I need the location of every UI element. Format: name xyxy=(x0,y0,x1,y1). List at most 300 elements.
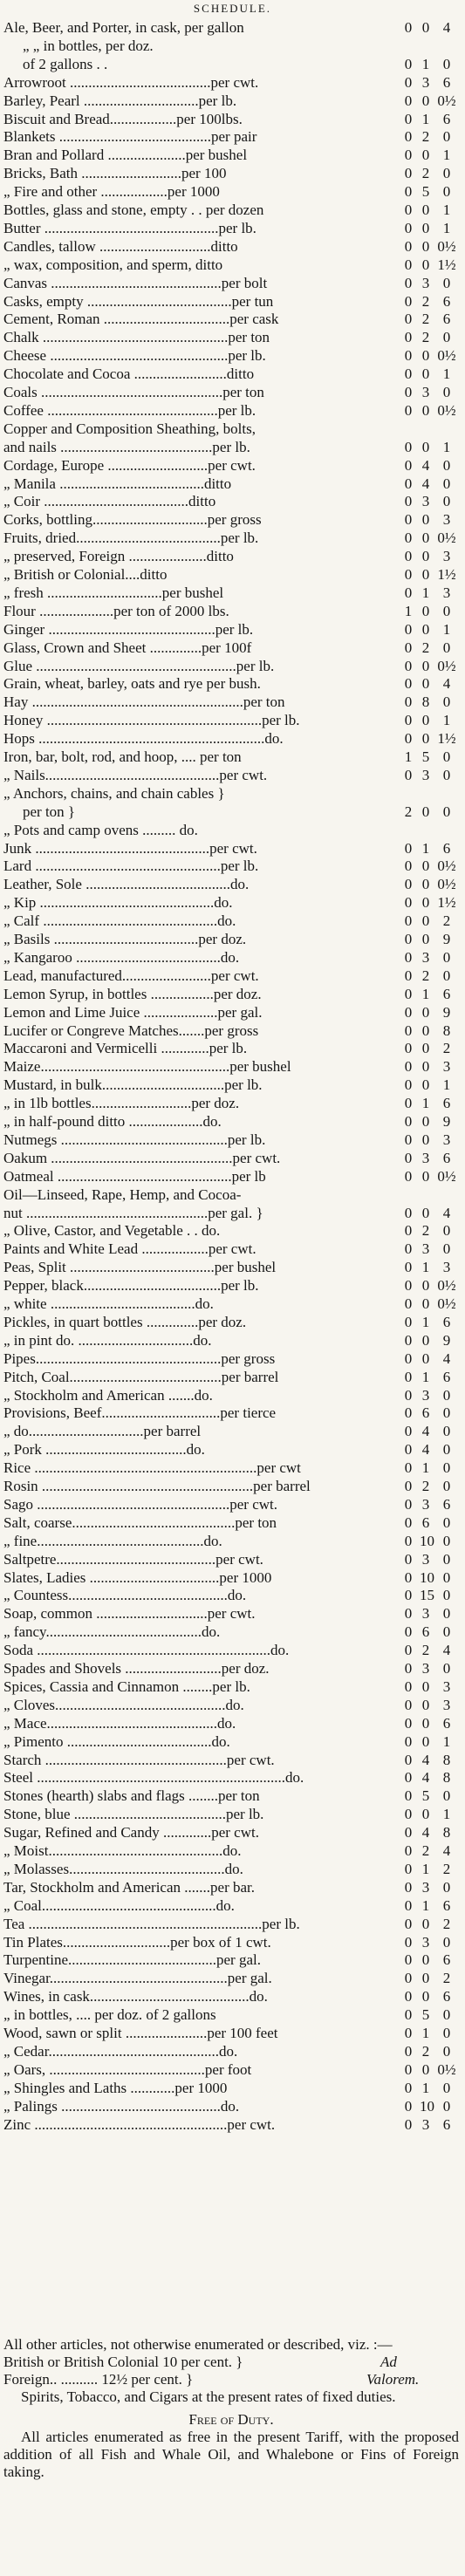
tariff-row xyxy=(0,1423,465,1440)
pence-value: 6 xyxy=(442,1368,451,1385)
pounds-value: 0 xyxy=(404,1806,413,1823)
pounds-value: 0 xyxy=(404,566,413,583)
tariff-row xyxy=(0,1787,465,1805)
pence-value: 3 xyxy=(442,584,451,601)
shillings-value: 2 xyxy=(421,1642,430,1659)
shillings-value: 2 xyxy=(421,1222,430,1240)
tariff-row xyxy=(0,1113,465,1131)
pence-value: 9 xyxy=(442,1003,451,1021)
shillings-value: 0 xyxy=(421,1714,430,1732)
shillings-value: 2 xyxy=(421,165,430,182)
pounds-value: 0 xyxy=(404,657,413,674)
tariff-item: „ Pots and camp ovens ......... do. xyxy=(3,821,198,838)
tariff-row xyxy=(0,912,465,930)
tariff-item: Barley, Pearl ...............................per lb. xyxy=(3,92,237,109)
pence-value: 8 xyxy=(442,1751,451,1768)
shillings-value: 3 xyxy=(421,1605,430,1623)
pence-value: 0 xyxy=(442,2042,451,2060)
shillings-value: 3 xyxy=(421,1550,430,1568)
tariff-item: Leather, Sole .......................................do. xyxy=(3,876,250,893)
pounds-value: 0 xyxy=(404,147,413,164)
shillings-value: 0 xyxy=(421,803,430,820)
tariff-item: „ Countess...........................................do. xyxy=(3,1587,247,1604)
pence-value: 6 xyxy=(442,1896,451,1914)
tariff-row xyxy=(0,639,465,657)
pounds-value: 0 xyxy=(404,1167,413,1185)
pence-value: 0 xyxy=(442,1532,451,1549)
tariff-item: Casks, empty .......................................per tun xyxy=(3,292,274,310)
pence-value: 6 xyxy=(442,2115,451,2133)
tariff-row xyxy=(0,1168,465,1186)
pounds-value: 0 xyxy=(404,948,413,966)
shillings-value: 3 xyxy=(421,73,430,91)
tariff-item: Pitch, Coal.........................................per barrel xyxy=(3,1368,279,1385)
tariff-row xyxy=(0,1314,465,1331)
pounds-value: 0 xyxy=(404,237,413,255)
pence-value: 3 xyxy=(442,1058,451,1076)
shillings-value: 0 xyxy=(421,1915,430,1932)
free-of-duty-heading: Free of Duty. xyxy=(188,2411,274,2428)
tariff-item: „ Cedar..............................................do. xyxy=(3,2042,238,2060)
pence-value: 0 xyxy=(442,1787,451,1805)
pounds-value: 0 xyxy=(404,1970,413,1987)
tariff-item: „ in pint do. ...............................do. xyxy=(3,1331,212,1349)
tariff-item: „ Mace..............................................do. xyxy=(3,1714,236,1732)
tariff-row xyxy=(0,2061,465,2079)
tariff-row xyxy=(0,876,465,893)
tariff-item: Tea ...............................................................per lb. xyxy=(3,1915,300,1932)
tariff-row xyxy=(0,748,465,766)
tariff-row xyxy=(0,1514,465,1532)
shillings-value: 1 xyxy=(421,1313,430,1330)
tariff-item: Soda ...............................................................do. xyxy=(3,1642,290,1659)
pence-value: 6 xyxy=(442,292,451,310)
tariff-row xyxy=(0,511,465,529)
pence-value: 8 xyxy=(442,1769,451,1787)
shillings-value: 1 xyxy=(421,839,430,857)
tariff-item: „ in bottles, .... per doz. of 2 gallons xyxy=(3,2006,216,2024)
tariff-row xyxy=(0,311,465,328)
pence-value: 1 xyxy=(442,712,451,729)
pounds-value: 0 xyxy=(404,584,413,601)
tariff-row xyxy=(0,785,465,803)
free-of-duty-text: All articles enumerated as free in the present Tariff, with the proposed addition of all Fish and Whale Oil, and Whalebone or Fins of Foreign taking. xyxy=(3,2429,459,2480)
pence-value: 0½ xyxy=(437,530,456,547)
pounds-value: 0 xyxy=(404,1113,413,1130)
tariff-item: Wood, sawn or split ......................per 100 feet xyxy=(3,2025,278,2041)
tariff-row xyxy=(0,1478,465,1495)
pence-value: 6 xyxy=(442,73,451,91)
tariff-row xyxy=(0,1459,465,1477)
tariff-row xyxy=(0,2006,465,2024)
tariff-item: „ Cloves..............................................do. xyxy=(3,1696,244,1713)
pounds-value: 0 xyxy=(404,694,413,711)
pounds-value: 2 xyxy=(404,803,413,820)
shillings-value: 0 xyxy=(421,1076,430,1094)
shillings-value: 1 xyxy=(421,1259,430,1276)
tariff-row xyxy=(0,347,465,365)
pence-value: 4 xyxy=(442,1642,451,1659)
tariff-row xyxy=(0,949,465,967)
pence-value: 0 xyxy=(442,1459,451,1477)
closing-section xyxy=(3,2336,459,2481)
tariff-item: „ Kip ...............................................do. xyxy=(3,894,233,912)
pounds-value: 0 xyxy=(404,311,413,328)
pence-value: 0 xyxy=(442,493,451,510)
pence-value: 0 xyxy=(442,1423,451,1440)
pounds-value: 0 xyxy=(404,1532,413,1549)
pence-value: 0 xyxy=(442,748,451,765)
tariff-item: Fruits, dried.......................................per lb. xyxy=(3,530,259,547)
shillings-value: 1 xyxy=(421,1459,430,1477)
shillings-value: 6 xyxy=(421,1623,430,1641)
shillings-value: 1 xyxy=(421,2079,430,2096)
pence-value: 0 xyxy=(442,694,451,711)
pounds-value: 0 xyxy=(404,1222,413,1240)
tariff-row xyxy=(0,1842,465,1860)
tariff-item: Pepper, black.....................................per lb. xyxy=(3,1277,259,1295)
tariff-row xyxy=(0,1131,465,1149)
tariff-row xyxy=(0,457,465,475)
shillings-value: 3 xyxy=(421,1240,430,1258)
pounds-value: 0 xyxy=(404,1842,413,1859)
pence-value: 0 xyxy=(442,1513,451,1531)
pence-value: 0 xyxy=(442,2025,451,2041)
pounds-value: 0 xyxy=(404,1131,413,1148)
tariff-item: Turpentine........................................per gal. xyxy=(3,1951,261,1969)
shillings-value: 1 xyxy=(421,2025,430,2041)
pence-value: 0 xyxy=(442,2079,451,2096)
tariff-item: Lemon Syrup, in bottles .................per doz. xyxy=(3,985,262,1002)
shillings-value: 0 xyxy=(421,1349,430,1367)
pence-value: 0 xyxy=(442,1550,451,1568)
shillings-value: 2 xyxy=(421,967,430,984)
pence-value: 6 xyxy=(442,1951,451,1969)
tariff-item: „ do...............................per barrel xyxy=(3,1423,202,1440)
shillings-value: 0 xyxy=(421,1295,430,1312)
pounds-value: 0 xyxy=(404,1696,413,1713)
tariff-row xyxy=(0,1369,465,1386)
tariff-item: Iron, bar, bolt, rod, and hoop, .... per ton xyxy=(3,748,242,765)
shillings-value: 4 xyxy=(421,1769,430,1787)
pounds-value: 0 xyxy=(404,1605,413,1623)
pounds-value: 0 xyxy=(404,1860,413,1877)
tariff-row xyxy=(0,803,465,821)
tariff-row xyxy=(0,967,465,985)
pence-value: 4 xyxy=(442,1349,451,1367)
other-articles-text: All other articles, not otherwise enumerated or described, viz. :— xyxy=(3,2336,393,2353)
pence-value: 0 xyxy=(442,384,451,400)
pence-value: 0 xyxy=(442,55,451,72)
tariff-row xyxy=(0,1040,465,1057)
shillings-value: 0 xyxy=(421,675,430,693)
pence-value: 0 xyxy=(442,1386,451,1404)
pence-value: 4 xyxy=(442,19,451,36)
pence-value: 6 xyxy=(442,311,451,328)
tariff-row xyxy=(0,1733,465,1751)
tariff-row xyxy=(0,858,465,875)
tariff-item: Mustard, in bulk.................................per lb. xyxy=(3,1076,263,1094)
tariff-item: Flour ....................per ton of 2000 lbs. xyxy=(3,602,229,619)
tariff-item: „ British or Colonial....ditto xyxy=(3,566,168,583)
tariff-item: Soap, common ..............................per cwt. xyxy=(3,1605,256,1623)
pounds-value: 0 xyxy=(404,1915,413,1932)
pounds-value: 0 xyxy=(404,2060,413,2078)
tariff-row xyxy=(0,1240,465,1258)
shillings-value: 1 xyxy=(421,110,430,127)
tariff-row xyxy=(0,712,465,729)
tariff-row xyxy=(0,1678,465,1696)
shillings-value: 0 xyxy=(421,602,430,619)
pounds-value: 1 xyxy=(404,602,413,619)
shillings-value: 1 xyxy=(421,1368,430,1385)
shillings-value: 0 xyxy=(421,566,430,583)
tariff-row xyxy=(0,1879,465,1896)
tariff-item: Nutmegs .............................................per lb. xyxy=(3,1131,266,1148)
shillings-value: 0 xyxy=(421,657,430,674)
shillings-value: 1 xyxy=(421,584,430,601)
tariff-item: Lemon and Lime Juice ....................per gal. xyxy=(3,1003,263,1021)
pence-value: 0½ xyxy=(437,1277,456,1295)
pounds-value: 0 xyxy=(404,1513,413,1531)
tariff-row xyxy=(0,621,465,639)
shillings-value: 0 xyxy=(421,1167,430,1185)
pounds-value: 0 xyxy=(404,1386,413,1404)
tariff-item: „ fine.............................................do. xyxy=(3,1532,222,1549)
pounds-value: 0 xyxy=(404,894,413,912)
tariff-item: „ preserved, Foreign .....................ditto xyxy=(3,548,234,565)
tariff-row xyxy=(0,111,465,128)
tariff-item: „ Shingles and Laths ............per 1000 xyxy=(3,2079,228,2096)
tariff-row xyxy=(0,256,465,274)
tariff-item: „ in half-pound ditto ....................do. xyxy=(3,1113,222,1130)
pence-value: 0 xyxy=(442,329,451,346)
pounds-value: 0 xyxy=(404,766,413,783)
shillings-value: 0 xyxy=(421,1806,430,1823)
pence-value: 0 xyxy=(442,1933,451,1951)
tariff-item: Corks, bottling...............................per gross xyxy=(3,511,262,529)
pounds-value: 0 xyxy=(404,1751,413,1768)
pence-value: 9 xyxy=(442,1113,451,1130)
tariff-row xyxy=(0,1897,465,1915)
pence-value: 0½ xyxy=(437,858,456,875)
pence-value: 2 xyxy=(442,1915,451,1932)
tariff-row xyxy=(0,1076,465,1094)
tariff-row xyxy=(0,128,465,146)
shillings-value: 2 xyxy=(421,128,430,146)
pounds-value: 0 xyxy=(404,1550,413,1568)
tariff-item: Bran and Pollard .....................per bushel xyxy=(3,147,248,164)
pence-value: 0 xyxy=(442,1404,451,1422)
tariff-item: Zinc ....................................................per cwt. xyxy=(3,2115,276,2133)
tariff-item: Tar, Stockholm and American .......per bar. xyxy=(3,1878,255,1896)
shillings-value: 5 xyxy=(421,2006,430,2024)
pence-value: 2 xyxy=(442,912,451,930)
tariff-row xyxy=(0,1569,465,1587)
pounds-value: 0 xyxy=(404,1259,413,1276)
shillings-value: 3 xyxy=(421,274,430,291)
shillings-value: 0 xyxy=(421,511,430,529)
tariff-row xyxy=(0,1824,465,1841)
tariff-row xyxy=(0,986,465,1003)
pounds-value: 0 xyxy=(404,1988,413,2005)
tariff-item: Grain, wheat, barley, oats and rye per bush. xyxy=(3,675,261,693)
tariff-item: „ Manila .......................................ditto xyxy=(3,475,232,492)
shillings-value: 0 xyxy=(421,347,430,365)
tariff-row xyxy=(0,822,465,839)
pounds-value: 0 xyxy=(404,92,413,109)
pence-value: 2 xyxy=(442,1970,451,1987)
pounds-value: 0 xyxy=(404,2079,413,2096)
pounds-value: 0 xyxy=(404,347,413,365)
shillings-value: 0 xyxy=(421,1058,430,1076)
tariff-item: Biscuit and Bread..................per 100lbs. xyxy=(3,110,243,127)
foreign-rate-line xyxy=(3,2371,459,2388)
tariff-row xyxy=(0,384,465,401)
shillings-value: 3 xyxy=(421,493,430,510)
tariff-item: Peas, Split .......................................per bushel xyxy=(3,1259,277,1276)
shillings-value: 0 xyxy=(421,858,430,875)
shillings-value: 0 xyxy=(421,1988,430,2005)
tariff-item: Coals .................................................per ton xyxy=(3,384,264,400)
pounds-value: 0 xyxy=(404,475,413,492)
pence-value: 3 xyxy=(442,511,451,529)
tariff-row xyxy=(0,694,465,711)
pence-value: 6 xyxy=(442,1988,451,2005)
pence-value: 0 xyxy=(442,803,451,820)
tariff-row xyxy=(0,1988,465,2005)
tariff-item: Spices, Cassia and Cinnamon ........per lb. xyxy=(3,1677,250,1695)
shillings-value: 3 xyxy=(421,766,430,783)
tariff-row xyxy=(0,1404,465,1422)
pence-value: 9 xyxy=(442,931,451,947)
pounds-value: 0 xyxy=(404,329,413,346)
shillings-value: 1 xyxy=(421,1095,430,1112)
pence-value: 0½ xyxy=(437,401,456,419)
shillings-value: 0 xyxy=(421,2060,430,2078)
tariff-row xyxy=(0,840,465,858)
shillings-value: 8 xyxy=(421,694,430,711)
pounds-value: 0 xyxy=(404,1951,413,1969)
pounds-value: 0 xyxy=(404,274,413,291)
tariff-row xyxy=(0,402,465,420)
tariff-item: Chocolate and Cocoa .........................ditto xyxy=(3,366,255,383)
tariff-row xyxy=(0,19,465,37)
tariff-row xyxy=(0,2043,465,2060)
tariff-row xyxy=(0,1715,465,1732)
pence-value: 0 xyxy=(442,1441,451,1459)
pounds-value: 0 xyxy=(404,1714,413,1732)
shillings-value: 1 xyxy=(421,55,430,72)
tariff-row xyxy=(0,1387,465,1404)
tariff-item: Hay .........................................................per ton xyxy=(3,694,285,711)
tariff-row xyxy=(0,1970,465,1987)
pounds-value: 0 xyxy=(404,202,413,218)
tariff-row xyxy=(0,767,465,784)
tariff-item: „ fancy..........................................do. xyxy=(3,1623,221,1641)
shillings-value: 2 xyxy=(421,2042,430,2060)
tariff-item: Glue ......................................................per lb. xyxy=(3,657,275,674)
tariff-item: Oatmeal ...............................................per lb xyxy=(3,1167,266,1185)
pounds-value: 0 xyxy=(404,366,413,383)
shillings-value: 15 xyxy=(420,1587,434,1604)
tariff-row xyxy=(0,894,465,912)
pounds-value: 0 xyxy=(404,1313,413,1330)
tariff-item: Slates, Ladies ...................................per 1000 xyxy=(3,1568,272,1586)
pounds-value: 0 xyxy=(404,1677,413,1695)
tariff-row xyxy=(0,1186,465,1204)
pounds-value: 0 xyxy=(404,456,413,474)
tariff-item: „ Oars, ..........................................per foot xyxy=(3,2060,252,2078)
tariff-item: „ Nails...............................................per cwt. xyxy=(3,766,268,783)
tariff-row xyxy=(0,931,465,948)
tariff-row xyxy=(0,202,465,219)
tariff-item: „ „ in bottles, per doz. xyxy=(23,37,154,54)
tariff-row xyxy=(0,1295,465,1313)
pence-value: 1 xyxy=(442,438,451,455)
shillings-value: 2 xyxy=(421,1842,430,1859)
tariff-item: „ Anchors, chains, and chain cables } xyxy=(3,784,225,802)
tariff-row xyxy=(0,475,465,493)
tariff-item: Sago ....................................................per cwt. xyxy=(3,1495,278,1513)
pence-value: 0½ xyxy=(437,92,456,109)
tariff-item: Tin Plates.............................per box of 1 cwt. xyxy=(3,1933,271,1951)
shillings-value: 0 xyxy=(421,19,430,36)
tariff-row xyxy=(0,1022,465,1040)
pounds-value: 0 xyxy=(404,2097,413,2115)
pence-value: 6 xyxy=(442,1149,451,1166)
tariff-item: Pipes..................................................per gross xyxy=(3,1349,276,1367)
shillings-value: 0 xyxy=(421,237,430,255)
shillings-value: 3 xyxy=(421,384,430,400)
pounds-value: 0 xyxy=(404,912,413,930)
shillings-value: 5 xyxy=(421,748,430,765)
shillings-value: 0 xyxy=(421,256,430,273)
pounds-value: 0 xyxy=(404,985,413,1002)
shillings-value: 0 xyxy=(421,730,430,748)
pounds-value: 0 xyxy=(404,1277,413,1295)
pence-value: 6 xyxy=(442,985,451,1002)
shillings-value: 3 xyxy=(421,1386,430,1404)
tariff-item: Steel ...................................................................do. xyxy=(3,1769,304,1787)
pounds-value: 0 xyxy=(404,858,413,875)
tariff-item: Candles, tallow ..............................ditto xyxy=(3,237,238,255)
tariff-item: Oil—Linseed, Rape, Hemp, and Cocoa- xyxy=(3,1186,242,1203)
tariff-row xyxy=(0,1058,465,1076)
pounds-value: 0 xyxy=(404,1076,413,1094)
tariff-row xyxy=(0,147,465,164)
tariff-item: Arrowroot ......................................per cwt. xyxy=(3,73,259,91)
pence-value: 0 xyxy=(442,1587,451,1604)
pence-value: 8 xyxy=(442,1022,451,1039)
pence-value: 0½ xyxy=(437,347,456,365)
pence-value: 0 xyxy=(442,1605,451,1623)
pence-value: 2 xyxy=(442,1860,451,1877)
tariff-item: Hops .............................................................do. xyxy=(3,730,284,748)
pounds-value: 0 xyxy=(404,730,413,748)
shillings-value: 2 xyxy=(421,329,430,346)
tariff-row xyxy=(0,1642,465,1659)
pounds-value: 0 xyxy=(404,2115,413,2133)
tariff-row xyxy=(0,603,465,620)
tariff-item: Wines, in cask...........................................do. xyxy=(3,1988,268,2005)
tariff-row xyxy=(0,1551,465,1568)
pence-value: 0 xyxy=(442,128,451,146)
shillings-value: 0 xyxy=(421,1331,430,1349)
pounds-value: 0 xyxy=(404,1732,413,1750)
shillings-value: 0 xyxy=(421,1277,430,1295)
pence-value: 1 xyxy=(442,147,451,164)
